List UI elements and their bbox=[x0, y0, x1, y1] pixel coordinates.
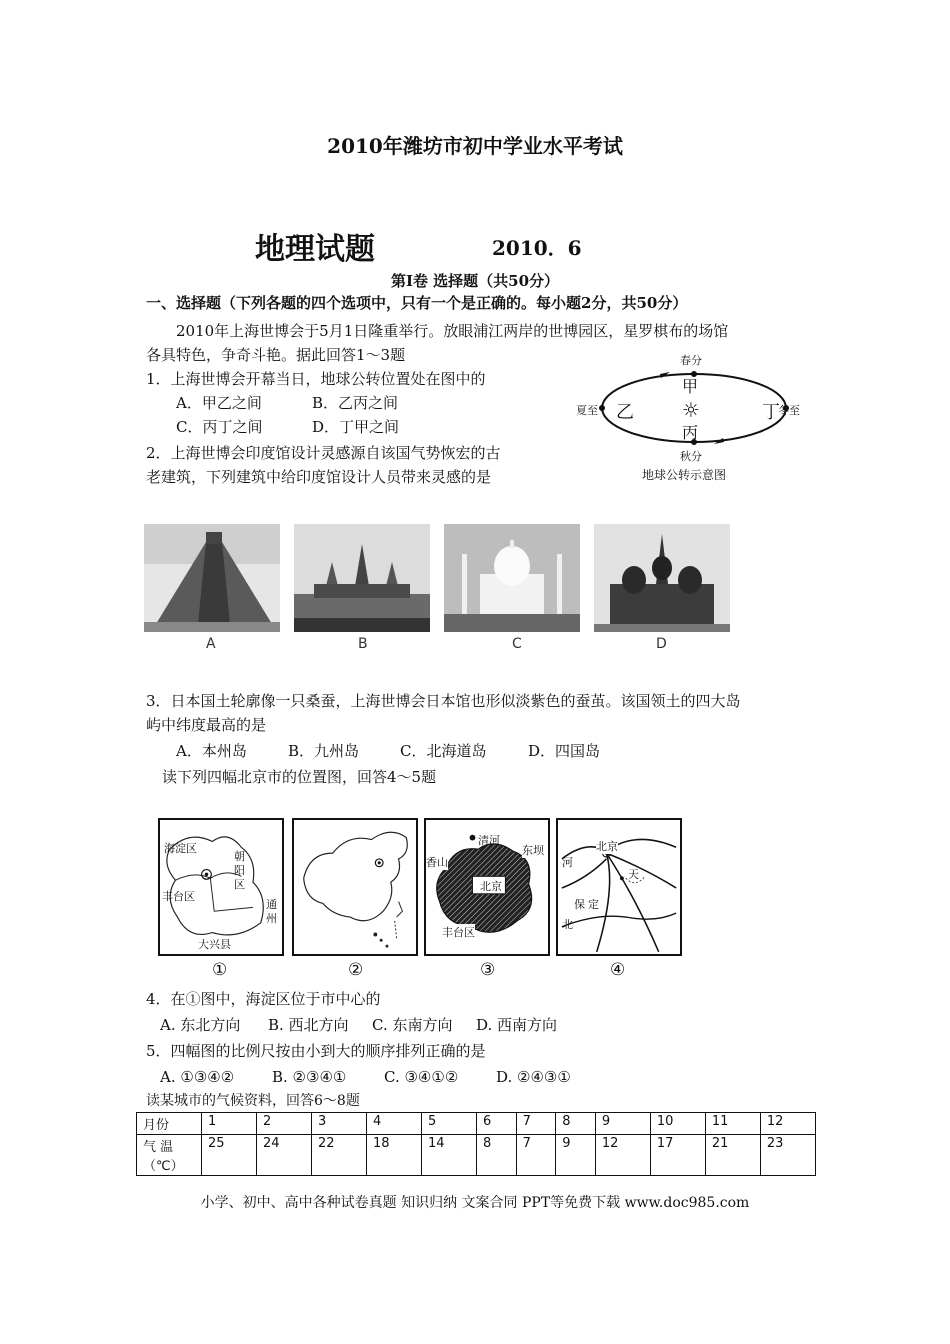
table-cell: 2 bbox=[257, 1113, 312, 1135]
table-cell: 12 bbox=[595, 1135, 650, 1176]
q4-option-b: B. 西北方向 bbox=[268, 1016, 349, 1034]
orbit-label-winter: 冬至 bbox=[778, 404, 800, 417]
q1-option-c: C．丙丁之间 bbox=[176, 418, 263, 436]
q3-option-c: C．北海道岛 bbox=[400, 742, 487, 760]
q4-stem: 4．在①图中，海淀区位于市中心的 bbox=[146, 990, 381, 1008]
map-4-ding: 定 bbox=[588, 898, 599, 911]
table-header-temp-line-2: （℃） bbox=[143, 1159, 184, 1174]
table-cell: 8 bbox=[477, 1135, 517, 1176]
table-cell: 18 bbox=[367, 1135, 422, 1176]
q1-option-b: B．乙丙之间 bbox=[312, 394, 399, 412]
table-cell: 17 bbox=[650, 1135, 705, 1176]
map-4-bei: 北 bbox=[562, 918, 573, 931]
map-1-chaoyang-3: 区 bbox=[234, 878, 245, 891]
table-cell: 6 bbox=[477, 1113, 517, 1135]
q1-option-d: D．丁甲之间 bbox=[312, 418, 400, 436]
map-1-haidian: 海淀区 bbox=[164, 842, 197, 855]
exam-title: 2010年潍坊市初中学业水平考试 bbox=[327, 134, 623, 158]
photo-taj-mahal[interactable] bbox=[444, 524, 580, 632]
part-title: 第Ⅰ卷 选择题（共50分） bbox=[390, 272, 560, 290]
exam-date: 2010．6 bbox=[492, 236, 582, 260]
q5-option-b: B. ②③④① bbox=[272, 1068, 347, 1086]
intro-2: 读下列四幅北京市的位置图，回答4～5题 bbox=[162, 768, 437, 786]
table-cell: 14 bbox=[422, 1135, 477, 1176]
q2-line-2: 老建筑，下列建筑中给印度馆设计人员带来灵感的是 bbox=[146, 468, 492, 486]
photo-st-basil[interactable] bbox=[594, 524, 730, 632]
table-cell: 21 bbox=[705, 1135, 760, 1176]
intro-1-line-2: 各具特色，争奇斗艳。据此回答1～3题 bbox=[146, 346, 406, 364]
map-3-qinghe: 清河 bbox=[478, 834, 500, 847]
q3-option-a: A．本州岛 bbox=[176, 742, 247, 760]
orbit-diagram bbox=[574, 352, 814, 488]
map-1-fengtai: 丰台区 bbox=[162, 890, 195, 903]
table-cell: 8 bbox=[556, 1113, 596, 1135]
table-cell: 25 bbox=[202, 1135, 257, 1176]
map-4-bao: 保 bbox=[574, 898, 585, 911]
orbit-label-summer: 夏至 bbox=[576, 404, 598, 417]
table-header-temp bbox=[137, 1135, 202, 1176]
photo-angkor-wat[interactable] bbox=[294, 524, 430, 632]
map-2[interactable] bbox=[292, 818, 418, 956]
table-header-temp-line-1: 气 温 bbox=[143, 1140, 174, 1155]
footer-text: 小学、初中、高中各种试卷真题 知识归纳 文案合同 PPT等免费下载 www.doc985.com bbox=[200, 1195, 750, 1211]
q5-option-c: C. ③④①② bbox=[384, 1068, 459, 1086]
table-header-month: 月份 bbox=[137, 1113, 202, 1135]
photo-label-d: D bbox=[656, 636, 667, 652]
map-label-4: ④ bbox=[610, 960, 626, 980]
map-3-beijing: 北京 bbox=[480, 880, 502, 893]
table-cell: 7 bbox=[516, 1113, 556, 1135]
table-cell: 11 bbox=[705, 1113, 760, 1135]
map-1-chaoyang-2: 阳 bbox=[234, 864, 245, 877]
orbit-label-jia: 甲 bbox=[682, 377, 699, 396]
map-1[interactable] bbox=[158, 818, 284, 956]
q1-option-a: A．甲乙之间 bbox=[176, 394, 262, 412]
map-4-tian: 天 bbox=[628, 868, 639, 881]
table-cell: 7 bbox=[516, 1135, 556, 1176]
table-cell: 23 bbox=[760, 1135, 815, 1176]
photo-label-a: A bbox=[206, 636, 216, 652]
subject-title: 地理试题 bbox=[255, 232, 375, 267]
map-3-xiangshan: 香山 bbox=[426, 856, 448, 869]
photo-label-b: B bbox=[358, 636, 368, 652]
photo-label-c: C bbox=[512, 636, 522, 652]
map-3-fengtai: 丰台区 bbox=[442, 926, 475, 939]
q4-option-a: A. 东北方向 bbox=[160, 1016, 241, 1034]
map-3[interactable] bbox=[424, 818, 550, 956]
map-3-dongba: 东坝 bbox=[522, 844, 544, 857]
table-cell: 10 bbox=[650, 1113, 705, 1135]
table-cell: 9 bbox=[595, 1113, 650, 1135]
orbit-label-yi: 乙 bbox=[616, 402, 634, 423]
map-label-1: ① bbox=[212, 960, 228, 980]
orbit-label-bing: 丙 bbox=[682, 423, 699, 442]
table-cell: 5 bbox=[422, 1113, 477, 1135]
q1-stem: 1．上海世博会开幕当日，地球公转位置处在图中的 bbox=[146, 370, 486, 388]
q3-line-1: 3．日本国土轮廓像一只桑蚕，上海世博会日本馆也形似淡紫色的蚕茧。该国领土的四大岛 bbox=[146, 692, 741, 710]
orbit-label-autumn: 秋分 bbox=[680, 450, 702, 463]
intro-1-line-1: 2010年上海世博会于5月1日隆重举行。放眼浦江两岸的世博园区，星罗棋布的场馆 bbox=[176, 322, 729, 340]
table-row-months bbox=[137, 1113, 816, 1135]
table-cell: 22 bbox=[312, 1135, 367, 1176]
orbit-caption: 地球公转示意图 bbox=[642, 468, 727, 482]
q2-line-1: 2．上海世博会印度馆设计灵感源自该国气势恢宏的古 bbox=[146, 444, 501, 462]
q4-option-d: D. 西南方向 bbox=[476, 1016, 558, 1034]
map-1-tongzhou-1: 通 bbox=[266, 898, 277, 911]
q5-option-a: A. ①③④② bbox=[160, 1068, 235, 1086]
sun-icon: ☼ bbox=[682, 398, 700, 422]
table-cell: 24 bbox=[257, 1135, 312, 1176]
map-1-chaoyang-1: 朝 bbox=[234, 850, 245, 863]
q5-option-d: D. ②④③① bbox=[496, 1068, 571, 1086]
table-cell: 12 bbox=[760, 1113, 815, 1135]
table-row-temps bbox=[137, 1135, 816, 1176]
map-4-beijing: 北京 bbox=[596, 840, 618, 853]
map-4[interactable] bbox=[556, 818, 682, 956]
map-label-3: ③ bbox=[480, 960, 496, 980]
map-label-2: ② bbox=[348, 960, 364, 980]
orbit-label-ding: 丁 bbox=[762, 402, 780, 423]
table-cell: 3 bbox=[312, 1113, 367, 1135]
table-cell: 4 bbox=[367, 1113, 422, 1135]
q3-option-d: D．四国岛 bbox=[528, 742, 601, 760]
map-1-daxing: 大兴县 bbox=[198, 938, 231, 951]
section-title: 一、选择题（下列各题的四个选项中，只有一个是正确的。每小题2分，共50分） bbox=[146, 294, 688, 312]
map-1-tongzhou-2: 州 bbox=[266, 912, 277, 925]
map-4-he: 河 bbox=[562, 856, 573, 869]
climate-table bbox=[136, 1112, 816, 1176]
q4-option-c: C. 东南方向 bbox=[372, 1016, 453, 1034]
table-cell: 1 bbox=[202, 1113, 257, 1135]
orbit-label-spring: 春分 bbox=[680, 354, 702, 367]
table-cell: 9 bbox=[556, 1135, 596, 1176]
q5-stem: 5．四幅图的比例尺按由小到大的顺序排列正确的是 bbox=[146, 1042, 486, 1060]
photo-pyramid[interactable] bbox=[144, 524, 280, 632]
q3-line-2: 屿中纬度最高的是 bbox=[146, 716, 267, 734]
intro-3: 读某城市的气候资料，回答6～8题 bbox=[146, 1093, 360, 1109]
q3-option-b: B．九州岛 bbox=[288, 742, 360, 760]
